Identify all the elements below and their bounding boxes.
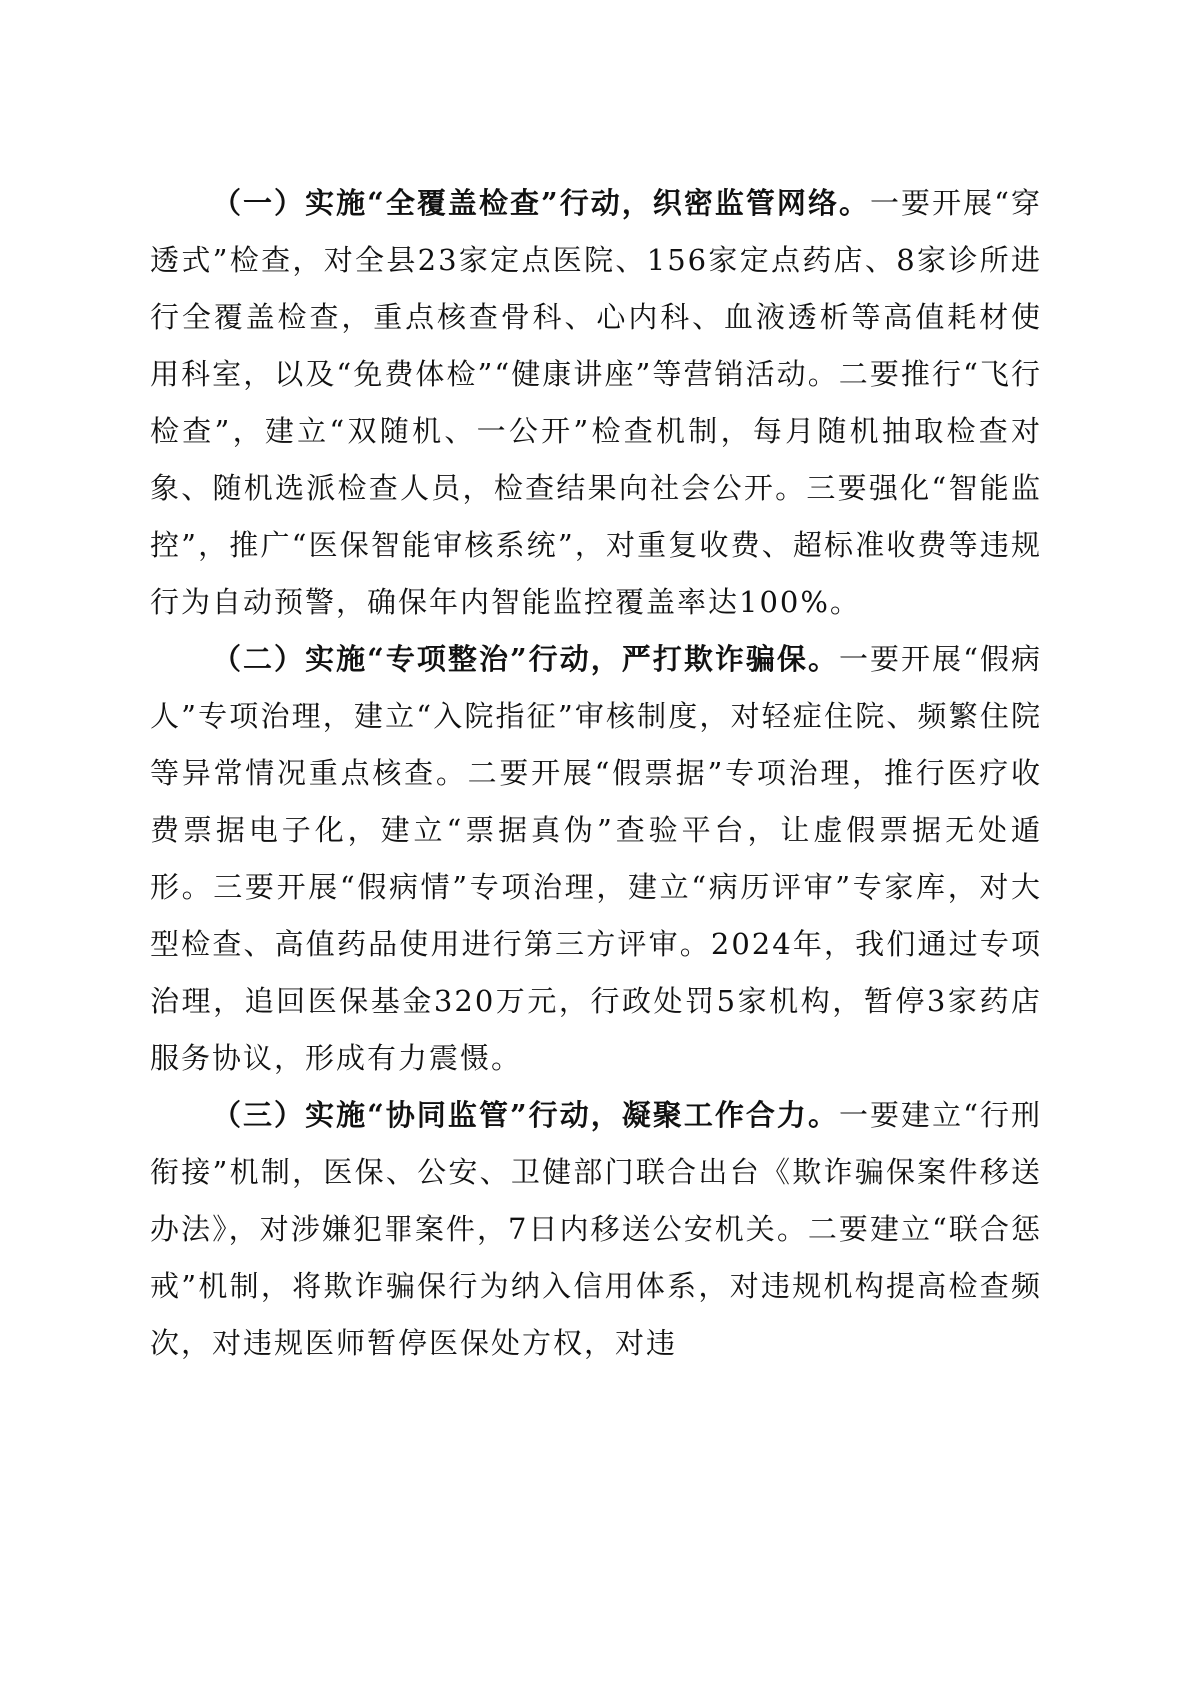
paragraph-2-body: 一要开展“假病人”专项治理，建立“入院指征”审核制度，对轻症住院、频繁住院等异常情况重点核查。二要开展“假票据”专项治理，推行医疗收费票据电子化，建立“票据真伪”查验平台，让虚假票据无处遁形。三要开展“假病情”专项治理，建立“病历评审”专家库，对大型检查、高值药品使用进行第三方评审。2024年，我们通过专项治理，追回医保基金320万元，行政处罚5家机构，暂停3家药店服务协议，形成有力震慑。 bbox=[150, 642, 1042, 1075]
paragraph-1 bbox=[150, 175, 1042, 631]
paragraph-3-body: 一要建立“行刑衔接”机制，医保、公安、卫健部门联合出台《欺诈骗保案件移送办法》，对涉嫌犯罪案件，7日内移送公安机关。二要建立“联合惩戒”机制，将欺诈骗保行为纳入信用体系，对违规机构提高检查频次，对违规医师暂停医保处方权，对违 bbox=[150, 1098, 1042, 1360]
paragraph-3 bbox=[150, 1087, 1042, 1372]
document-body bbox=[150, 175, 1042, 1372]
paragraph-1-body: 一要开展“穿透式”检查，对全县23家定点医院、156家定点药店、8家诊所进行全覆盖检查，重点核查骨科、心内科、血液透析等高值耗材使用科室，以及“免费体检”“健康讲座”等营销活动。二要推行“飞行检查”，建立“双随机、一公开”检查机制，每月随机抽取检查对象、随机选派检查人员，检查结果向社会公开。三要强化“智能监控”，推广“医保智能审核系统”，对重复收费、超标准收费等违规行为自动预警，确保年内智能监控覆盖率达100%。 bbox=[150, 186, 1042, 619]
paragraph-3-heading: （三）实施“协同监管”行动，凝聚工作合力。 bbox=[212, 1098, 839, 1132]
paragraph-1-heading: （一）实施“全覆盖检查”行动，织密监管网络。 bbox=[212, 186, 871, 220]
paragraph-2-heading: （二）实施“专项整治”行动，严打欺诈骗保。 bbox=[212, 642, 839, 676]
paragraph-2 bbox=[150, 631, 1042, 1087]
